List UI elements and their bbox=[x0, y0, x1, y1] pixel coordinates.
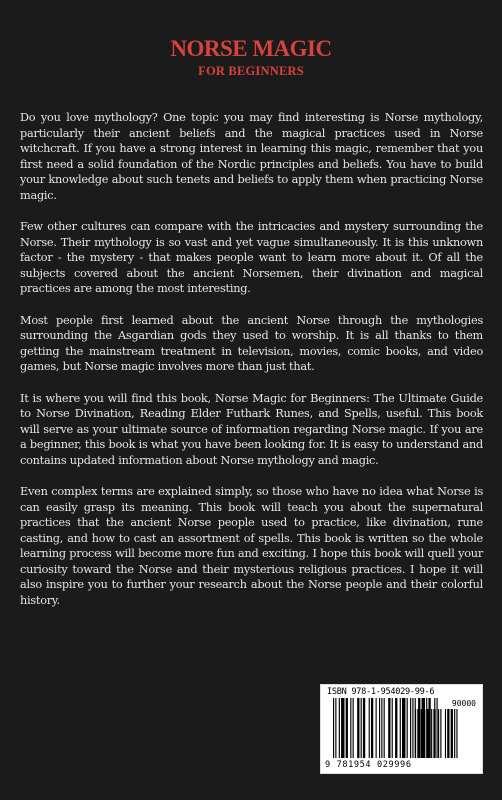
blurb-paragraph-5: Even complex terms are explained simply, so those who have no idea what Norse is can easily grasp its meaning. This book will teach you about the supernatural practices that the ancient Norse people used to practice, like divination, rune casting, and how to cast an assortment of spells. This book is written so the whole learning process will become more fun and exciting. I hope this book will quell your curiosity toward the Norse and their mysterious religious practices. I hope it will also inspire you to further your research about the Norse people and their colorful history. bbox=[20, 485, 483, 607]
barcode-bar bbox=[417, 709, 419, 758]
barcode-bar bbox=[431, 709, 432, 758]
barcode-bar bbox=[371, 698, 373, 758]
barcode-bar bbox=[376, 698, 377, 758]
barcode-bar bbox=[427, 709, 430, 758]
barcode-bar bbox=[410, 698, 411, 758]
barcode-bar bbox=[333, 698, 334, 758]
isbn-barcode bbox=[320, 684, 483, 774]
barcode-bar bbox=[438, 709, 439, 758]
barcode-bar bbox=[361, 698, 362, 758]
barcode-bar bbox=[392, 698, 393, 758]
barcode-bar bbox=[346, 698, 348, 758]
blurb-paragraph-2: Few other cultures can compare with the intricacies and mystery surrounding the Norse. Their mythology is so vast and yet vague simultaneously. It is this unknown factor - the mystery - that makes people want to learn more about it. Of all the subjects covered about the ancient Norsemen, their divination and magical practices are among the most interesting. bbox=[20, 220, 483, 295]
barcode-bar bbox=[384, 698, 385, 758]
barcode-bar bbox=[341, 698, 344, 758]
barcode-bar bbox=[400, 698, 401, 758]
book-subtitle: FOR BEGINNERS bbox=[198, 64, 304, 78]
barcode-bar bbox=[412, 698, 413, 758]
back-cover-blurb bbox=[20, 110, 483, 624]
blurb-paragraph-3: Most people first learned about the ancient Norse through the mythologies surrounding the Asgardian gods they used to worship. It is all thanks to them getting the mainstream treatment in television, movies, comic books, and video games, but Norse magic involves more than just that. bbox=[20, 313, 483, 373]
barcode-bar bbox=[433, 709, 435, 758]
barcode-bar bbox=[421, 709, 422, 758]
barcode-bar bbox=[456, 709, 457, 758]
barcode-bar bbox=[437, 698, 438, 758]
isbn-label: ISBN 978-1-954029-99-6 bbox=[327, 687, 435, 697]
barcode-bar bbox=[447, 709, 449, 758]
price-code: 90000 bbox=[451, 699, 476, 708]
barcode-bar bbox=[350, 698, 351, 758]
barcode-bar bbox=[369, 698, 370, 758]
barcode-bar bbox=[454, 709, 455, 758]
blurb-paragraph-1: Do you love mythology? One topic you may find interesting is Norse mythology, particularly their ancient beliefs and the magical practices used in Norse witchcraft. If you have a strong interest in learning this magic, remember that you first need a solid foundation of the Nordic principles and beliefs. You have to build your knowledge about such tenets and beliefs to apply them when practicing Norse magic. bbox=[20, 111, 483, 202]
barcode-bar bbox=[339, 698, 340, 758]
ean-digits: 9 781954 029996 bbox=[325, 760, 412, 770]
blurb-paragraph-4: It is where you will find this book, Norse Magic for Beginners: The Ultimate Guide to Norse Divination, Reading Elder Futhark Runes, and Spells, useful. This book will serve as your ultimate source of information regarding Norse magic. If you are a beginner, this book is what you have been looking for. It is easy to understand and contains updated information about Norse mythology and magic. bbox=[20, 391, 483, 467]
barcode-bar bbox=[451, 709, 453, 758]
barcode-bar bbox=[379, 698, 380, 758]
barcode-bar bbox=[445, 709, 446, 758]
barcode-bar bbox=[388, 698, 390, 758]
barcode-bar bbox=[357, 698, 359, 758]
barcode-bar bbox=[440, 709, 441, 758]
barcode-bar bbox=[424, 709, 425, 758]
barcode-bar bbox=[381, 698, 382, 758]
barcode-bar bbox=[335, 698, 336, 758]
barcode-bar bbox=[395, 698, 397, 758]
barcode-bar bbox=[415, 709, 416, 758]
barcode-bar bbox=[363, 698, 365, 758]
book-title: NORSE MAGIC bbox=[170, 36, 332, 61]
barcode-bar bbox=[407, 698, 408, 758]
barcode-bar bbox=[353, 698, 354, 758]
barcode-bar bbox=[402, 698, 405, 758]
